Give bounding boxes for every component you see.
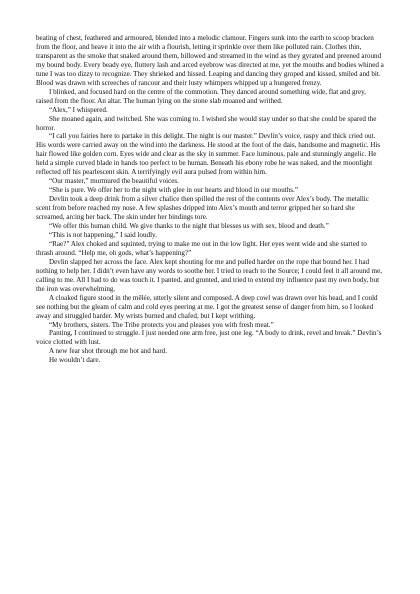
paragraph: A new fear shot through me hot and hard. <box>49 347 168 356</box>
book-page <box>36 34 384 365</box>
paragraph: He wouldn’t dare. <box>49 356 101 365</box>
paragraph: “She is pure. We offer her to the night with glee in our hearts and blood in our mouths.” <box>49 186 298 195</box>
paragraph: Devlin slapped her across the face. Alex kept shouting for me and pulled harder on the rope that bound her. I had nothing to help her. I didn’t even have any words to soothe her. I tried to reach to the Source; I could feel it all around me, calling to me. All I had to do was touch it. I panted, and grunted, and tried to extend my influence past my own body, but the iron was overwhelming. <box>36 257 382 293</box>
paragraph: A cloaked figure stood in the mêlée, utterly silent and composed. A deep cowl was drawn over his head, and I could see nothing but the gleam of calm and cold eyes peering at me. I got the greatest sense of danger from him, so I looked away and struggled harder. My wrists burned and chafed, but I kept writhing. <box>36 293 378 320</box>
paragraph: Panting, I continued to struggle. I just needed one arm free, just one leg. “A body to drink, revel and break.” Devlin’s voice clotted with lust. <box>36 329 382 347</box>
paragraph: “Our master,” murmured the beautiful voices. <box>49 177 179 186</box>
paragraph: beating of chest, feathered and armoured, blended into a melodic clamour. Fingers sunk into the earth to scoop bracken from the floor, and heave it into the air with a flourish, letting it sprinkle over them like polluted rain. Clothes thin, transparent as the smoke that snaked around them, billowed and streamed in the wind as they gyrated and preened around my bound body. Every beady eye, fluttery lash and arced eyebrow was directed at me, yet the mouths and bodies whined a tune I was too dizzy to recognize. They shrieked and hissed. Leaping and dancing they groped and kissed, smiled and bit. Blood was drawn with screeches of rancour and their lusty whimpers whipped up a hungered frenzy. <box>36 34 384 87</box>
paragraph: She moaned again, and twitched. She was coming to. I wished she would stay under so that she could be spared the horror. <box>36 114 377 132</box>
paragraph: “This is not happening,” I said loudly. <box>49 230 157 239</box>
paragraph: “Alex,” I whispered. <box>49 105 108 114</box>
paragraph: “My brothers, sisters. The Tribe protects you and pleases you with fresh meat.” <box>49 320 274 329</box>
paragraph: I blinked, and focused hard on the centre of the commotion. They danced around something wide, flat and grey, raised from the floor. An altar. The human lying on the stone slab moaned and writhed. <box>36 87 366 105</box>
paragraph: “I call you fairies here to partake in this delight. The night is our master.” Devlin’s voice, raspy and thick cried out. His words were carried away on the wind into the darkness. He stood at the foot of the dais, handsome and magnetic. His hair flowed like golden corn. Eyes wide and clear as the sky in summer. Face luminous, pale and stunningly angelic. He held a simple curved blade in hands too perfect to be human. Beneath his ebony robe he was naked, and the moonlight reflected off his pearlescent skin. A terrifyingly evil aura pulsed from within him. <box>36 132 381 177</box>
paragraph: “Rae?” Alex choked and squinted, trying to make me out in the low light. Her eyes went wide and she started to thrash around. “Help me, oh gods, what’s happening?” <box>36 239 367 257</box>
paragraph: Devlin took a deep drink from a silver chalice then spilled the rest of the contents over Alex’s body. The metallic scent from before reached my nose. A few splashes dripped into Alex’s mouth and terror gripped her so hard she screamed, arcing her back. The skin under her bindings tore. <box>36 195 369 222</box>
paragraph: “We offer this human child. We give thanks to the night that blesses us with sex, blood and death.” <box>49 222 329 231</box>
